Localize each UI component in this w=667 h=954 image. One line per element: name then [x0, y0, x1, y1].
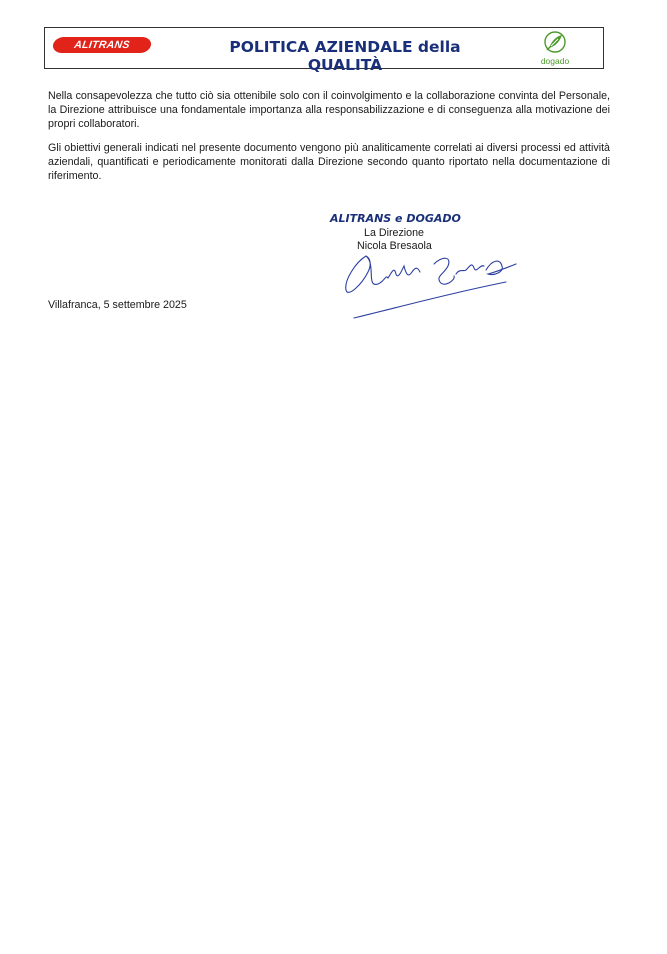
- alitrans-logo: ALITRANS: [52, 37, 152, 53]
- signature-company: ALITRANS e DOGADO: [330, 212, 461, 225]
- page-title: POLITICA AZIENDALE della QUALITÀ: [229, 38, 461, 74]
- dogado-leaf-icon: [543, 30, 567, 56]
- signature-role: La Direzione: [364, 227, 425, 239]
- place-date: Villafranca, 5 settembre 2025: [48, 299, 187, 311]
- dogado-logo-text: dogado: [540, 56, 570, 66]
- document-header: [44, 27, 604, 74]
- handwritten-signature: [336, 244, 536, 324]
- signature-name: Nicola Bresaola: [357, 240, 432, 252]
- paragraph-objectives: Gli obiettivi generali indicati nel presente documento vengono più analiticamente correlati ai diversi processi ed attività aziendali, quantificati e periodicamente monitorati dalla Direzione secondo quanto riportato nella documentazione di riferimento.: [48, 142, 610, 182]
- paragraph-motivation: Nella consapevolezza che tutto ciò sia ottenibile solo con il coinvolgimento e la collaborazione convinta del Personale, la Direzione attribuisce una fondamentale importanza alla responsabilizzazione e di conseguenza alla motivazione dei propri collaboratori.: [48, 90, 610, 130]
- dogado-logo: [532, 30, 578, 68]
